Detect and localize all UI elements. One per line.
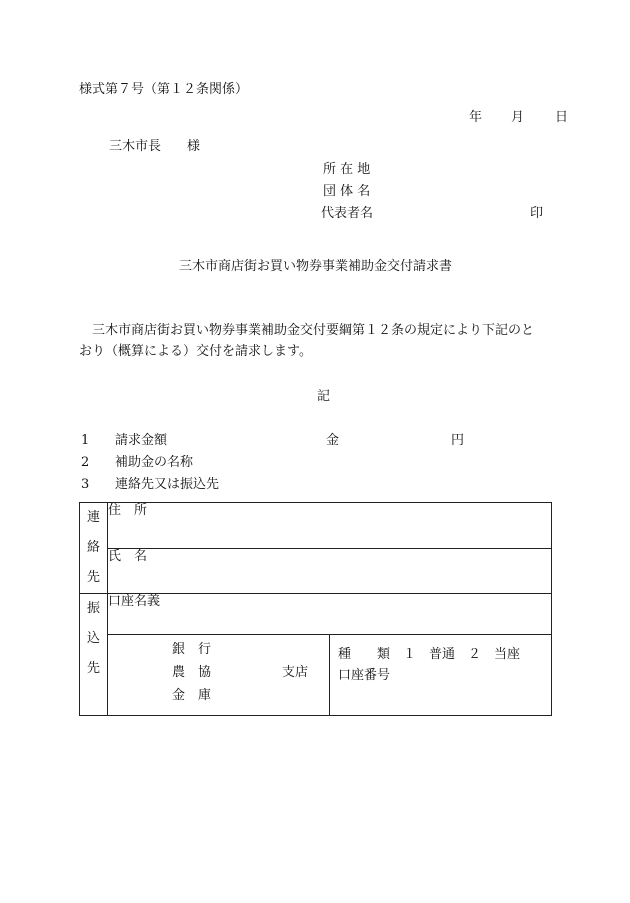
transfer-header: 振 込 先	[80, 594, 108, 716]
item-1-kin: 金	[326, 433, 340, 448]
ki-heading: 記	[317, 389, 331, 404]
shinkin-label: 金 庫	[172, 688, 212, 703]
addressee: 三木市長 様	[109, 139, 201, 154]
item-3-label: 連絡先又は振込先	[115, 477, 220, 492]
agri-coop-label: 農 協	[172, 665, 212, 680]
name-field[interactable]: 氏 名	[108, 549, 552, 594]
address-field[interactable]: 住 所	[108, 503, 552, 549]
item-1-en: 円	[451, 433, 465, 448]
document-title: 三木市商店街お買い物券事業補助金交付請求書	[179, 259, 453, 274]
body-text-line2: おり（概算による）交付を請求します。	[79, 344, 312, 359]
item-1-label: 請求金額	[115, 433, 168, 448]
representative-label: 代表者名	[321, 206, 374, 221]
account-number-label: 口座番号	[338, 667, 391, 683]
seal-mark: 印	[530, 206, 544, 221]
contact-transfer-table	[79, 502, 552, 716]
item-2-number: 2	[81, 455, 90, 470]
branch-label: 支店	[282, 665, 309, 680]
bank-label: 銀 行	[172, 642, 212, 657]
date-month: 月	[511, 110, 525, 125]
organization-label: 団 体 名	[323, 184, 371, 199]
bank-field[interactable]	[108, 635, 330, 716]
item-2-label: 補助金の名称	[115, 455, 194, 470]
date-year: 年	[469, 110, 483, 125]
date-day: 日	[555, 110, 569, 125]
body-text-line1: 三木市商店街お買い物券事業補助金交付要綱第１２条の規定により下記のと	[92, 323, 535, 338]
form-number: 様式第７号（第１２条関係）	[79, 82, 249, 97]
account-holder-field[interactable]: 口座名義	[108, 594, 552, 635]
contact-header: 連 絡 先	[80, 503, 108, 594]
item-1-number: 1	[81, 433, 90, 448]
item-3-number: 3	[81, 477, 90, 492]
account-type: 種 類 １ 普通 ２ 当座	[338, 647, 521, 662]
address-label: 所 在 地	[323, 162, 371, 177]
account-info-field[interactable]	[330, 635, 552, 716]
